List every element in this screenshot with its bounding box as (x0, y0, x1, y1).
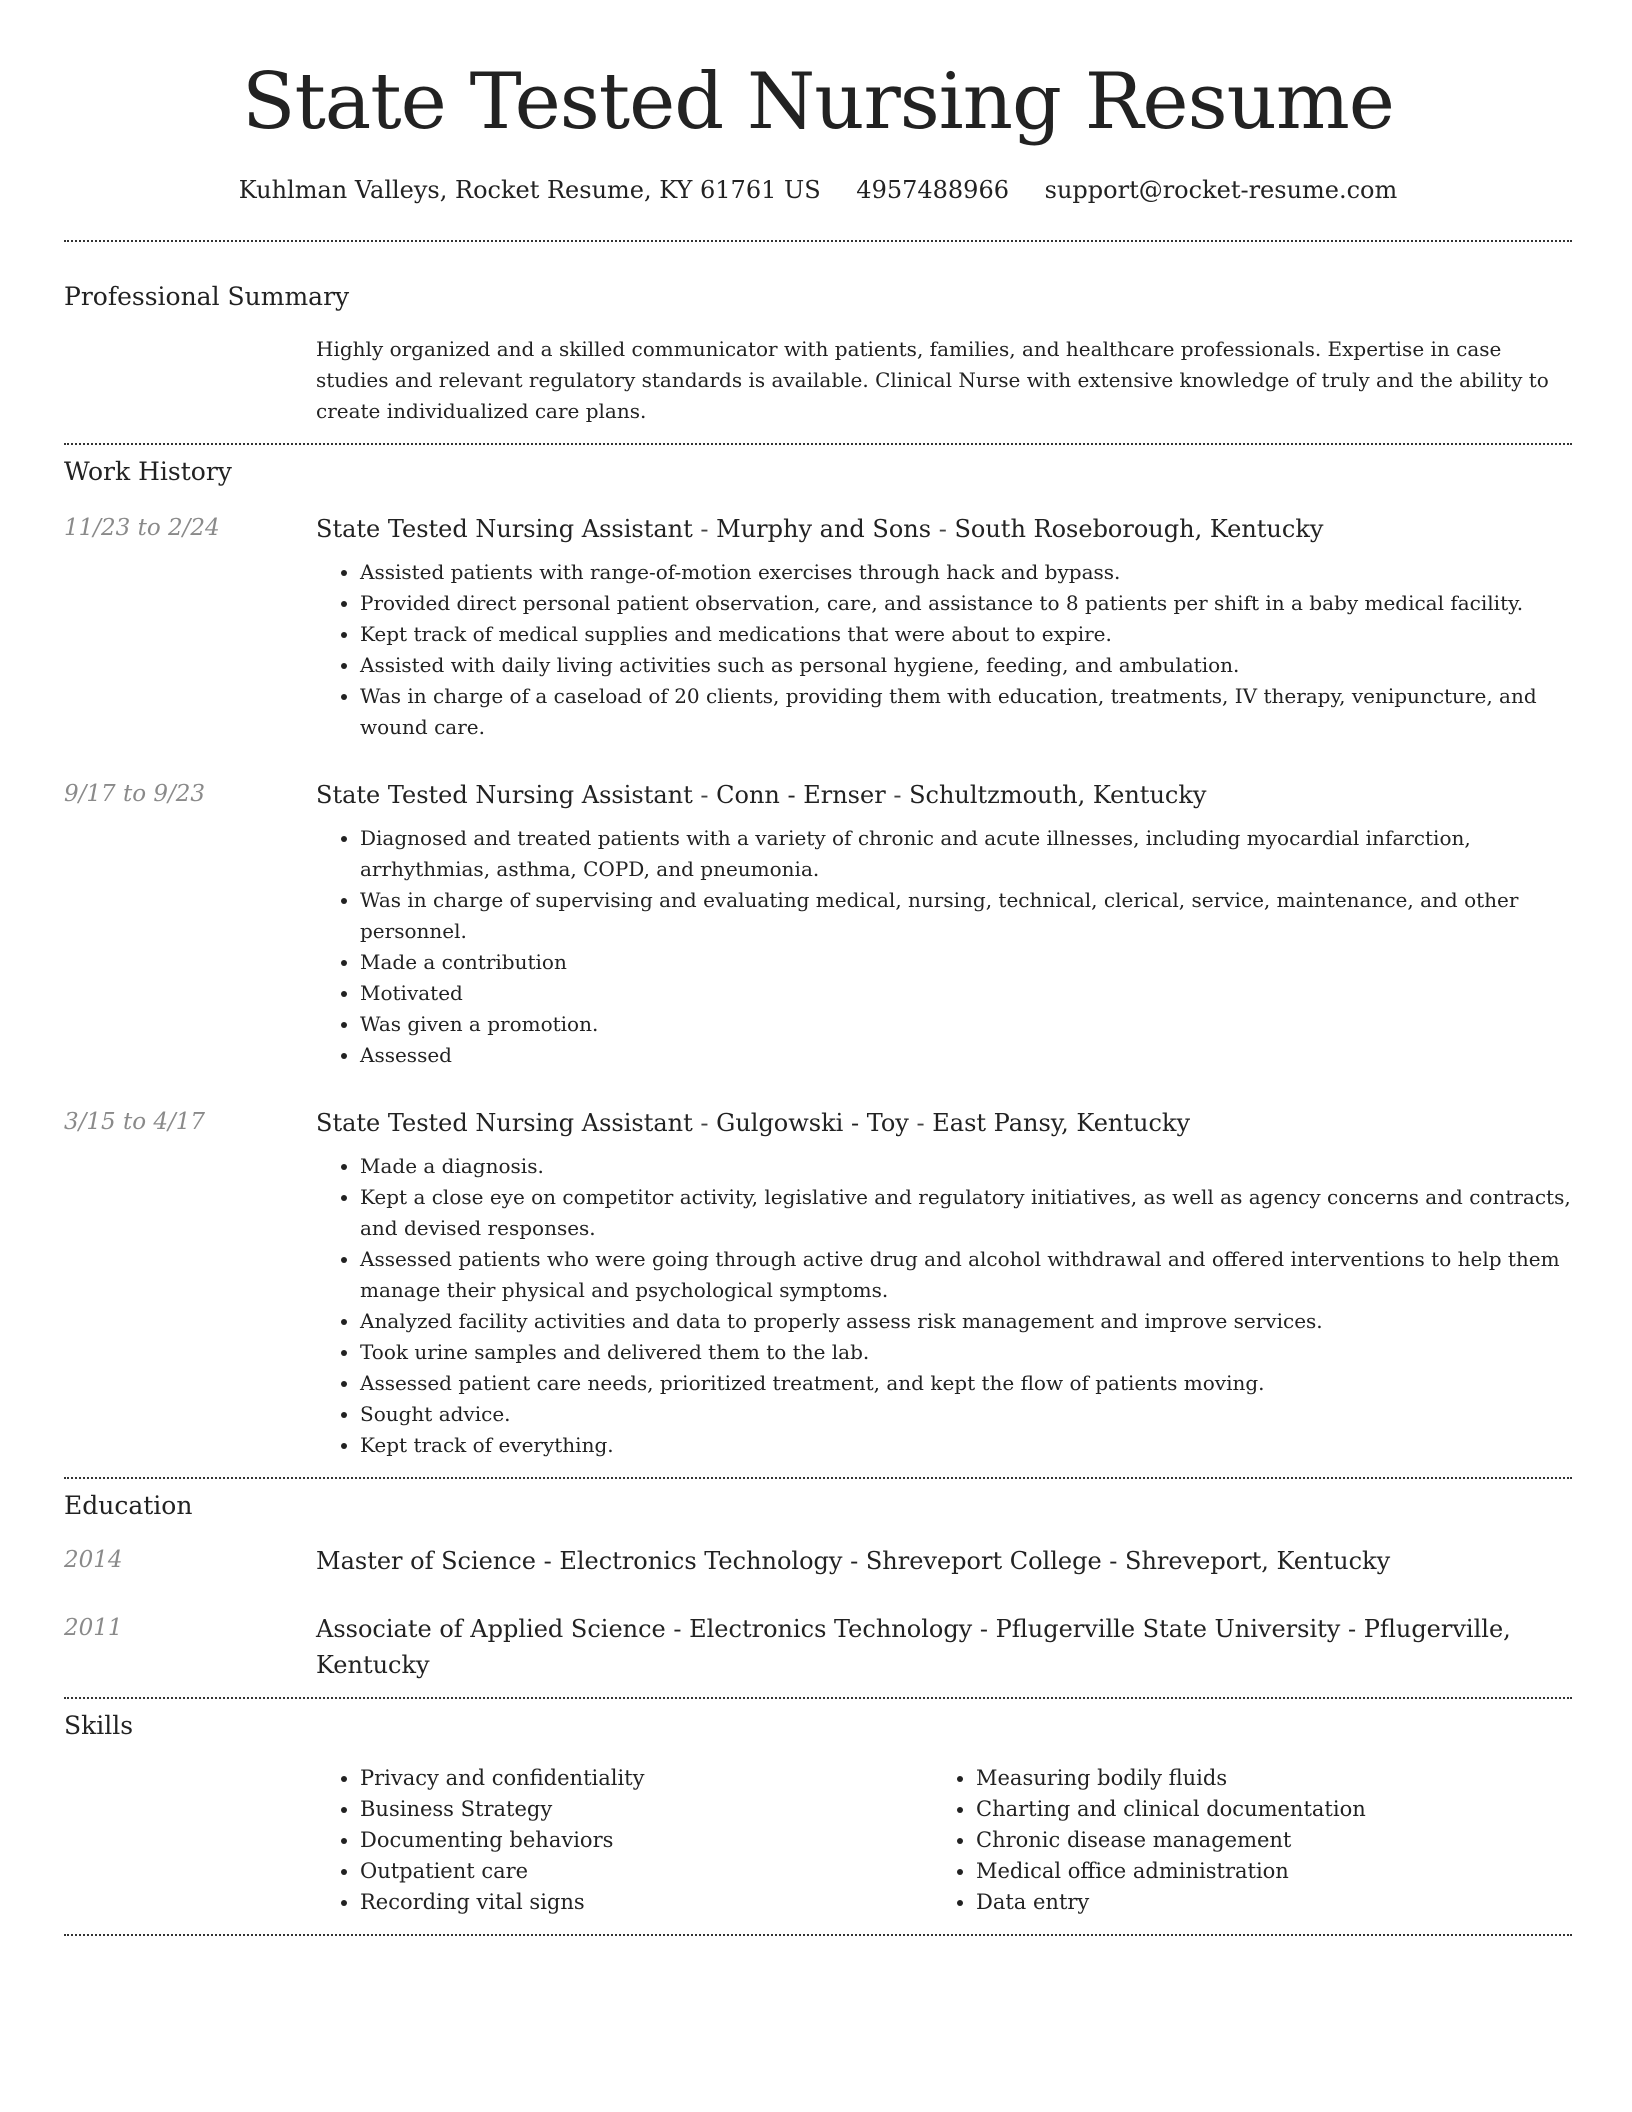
list-item: • Made a contribution (360, 947, 1572, 978)
work-entry-bullets (316, 1151, 1572, 1461)
list-item: • Assessed (360, 1040, 1572, 1071)
list-item: • Provided direct personal patient observation, care, and assistance to 8 patients per shift in a baby medical facility. (360, 588, 1572, 619)
work-entry-heading: State Tested Nursing Assistant - Murphy and Sons - South Roseborough, Kentucky (316, 515, 1324, 543)
contact-email: support@rocket-resume.com (1044, 176, 1398, 204)
work-entry-company: Gulgowski - Toy (716, 1109, 909, 1137)
skill-item: • Measuring bodily fluids (976, 1763, 1548, 1794)
list-item: • Assessed patient care needs, prioritized treatment, and kept the flow of patients moving. (360, 1368, 1572, 1399)
work-entry-dates: 9/17 to 9/23 (64, 781, 206, 807)
section-title-skills: Skills (64, 1711, 134, 1740)
skill-item: • Outpatient care (360, 1856, 932, 1887)
section-title-summary: Professional Summary (64, 282, 350, 311)
list-item: • Made a diagnosis. (360, 1151, 1572, 1182)
education-entry (64, 1543, 1572, 1579)
list-item: • Was in charge of a caseload of 20 clients, providing them with education, treatments, IV therapy, venipuncture, and wound care. (360, 681, 1572, 743)
skills-section (64, 1699, 1572, 1918)
skill-item: • Recording vital signs (360, 1887, 932, 1918)
skill-item: • Business Strategy (360, 1794, 932, 1825)
list-item: • Kept track of medical supplies and medications that were about to expire. (360, 619, 1572, 650)
list-item: • Diagnosed and treated patients with a variety of chronic and acute illnesses, including myocardial infarction, arrhythmias, asthma, COPD, and pneumonia. (360, 823, 1572, 885)
list-item: • Was given a promotion. (360, 1009, 1572, 1040)
contact-phone: 4957488966 (856, 176, 1009, 204)
list-item: • Assisted with daily living activities such as personal hygiene, feeding, and ambulation. (360, 650, 1572, 681)
work-entry-role: State Tested Nursing Assistant (316, 1109, 693, 1137)
list-item: • Assessed patients who were going through active drug and alcohol withdrawal and offered interventions to help them manage their physical and psychological symptoms. (360, 1244, 1572, 1306)
work-entry-location: South Roseborough, Kentucky (954, 515, 1324, 543)
work-entry-heading: State Tested Nursing Assistant - Gulgowski - Toy - East Pansy, Kentucky (316, 1109, 1191, 1137)
work-entry-location: East Pansy, Kentucky (932, 1109, 1191, 1137)
section-title-education: Education (64, 1491, 193, 1520)
work-entry-dates: 3/15 to 4/17 (64, 1109, 206, 1135)
education-section (64, 1479, 1572, 1683)
work-entry (64, 777, 1572, 1071)
work-entry-location: Schultzmouth, Kentucky (909, 781, 1207, 809)
skill-item: • Chronic disease management (976, 1825, 1548, 1856)
education-entry (64, 1611, 1572, 1683)
list-item: • Analyzed facility activities and data to properly assess risk management and improve services. (360, 1306, 1572, 1337)
skills-column-right (932, 1763, 1548, 1918)
section-title-work-history: Work History (64, 457, 232, 486)
work-entry (64, 1105, 1572, 1461)
skill-item: • Privacy and confidentiality (360, 1763, 932, 1794)
skills-grid (316, 1763, 1572, 1918)
list-item: • Motivated (360, 978, 1572, 1009)
work-entry-heading: State Tested Nursing Assistant - Conn - Ernser - Schultzmouth, Kentucky (316, 781, 1207, 809)
skills-column-left (316, 1763, 932, 1918)
work-entry-dates: 11/23 to 2/24 (64, 515, 220, 541)
summary-text: Highly organized and a skilled communicator with patients, families, and healthcare professionals. Expertise in case studies and relevant regulatory standards is available. Clinical Nurse with extensive knowledge of truly and the ability to create individualized care plans. (316, 337, 1549, 423)
list-item: • Sought advice. (360, 1399, 1572, 1430)
contact-line (64, 174, 1572, 206)
skill-item: • Charting and clinical documentation (976, 1794, 1548, 1825)
work-entry-company: Murphy and Sons (716, 515, 932, 543)
education-year: 2014 (64, 1547, 123, 1573)
work-history-section (64, 445, 1572, 1461)
work-entry-bullets (316, 823, 1572, 1071)
divider (64, 1934, 1572, 1936)
summary-section (64, 242, 1572, 427)
list-item: • Kept a close eye on competitor activity, legislative and regulatory initiatives, as well as agency concerns and contracts, and devised responses. (360, 1182, 1572, 1244)
list-item: • Assisted patients with range-of-motion exercises through hack and bypass. (360, 557, 1572, 588)
skill-item: • Data entry (976, 1887, 1548, 1918)
skill-item: • Medical office administration (976, 1856, 1548, 1887)
resume-page (64, 0, 1572, 1936)
work-entry-bullets (316, 557, 1572, 743)
list-item: • Was in charge of supervising and evaluating medical, nursing, technical, clerical, service, maintenance, and other personnel. (360, 885, 1572, 947)
education-year: 2011 (64, 1615, 123, 1641)
work-entry (64, 511, 1572, 743)
resume-name: State Tested Nursing Resume (242, 57, 1394, 147)
list-item: • Kept track of everything. (360, 1430, 1572, 1461)
education-entry-text: Associate of Applied Science - Electronics Technology - Pflugerville State University - Pflugerville, Kentucky (316, 1615, 1511, 1679)
skill-item: • Documenting behaviors (360, 1825, 932, 1856)
work-entry-role: State Tested Nursing Assistant (316, 781, 693, 809)
resume-header (64, 0, 1572, 206)
work-entry-company: Conn - Ernser (716, 781, 886, 809)
list-item: • Took urine samples and delivered them to the lab. (360, 1337, 1572, 1368)
education-entry-text: Master of Science - Electronics Technology - Shreveport College - Shreveport, Kentucky (316, 1547, 1391, 1575)
work-entry-role: State Tested Nursing Assistant (316, 515, 693, 543)
contact-address: Kuhlman Valleys, Rocket Resume, KY 61761 US (238, 176, 821, 204)
